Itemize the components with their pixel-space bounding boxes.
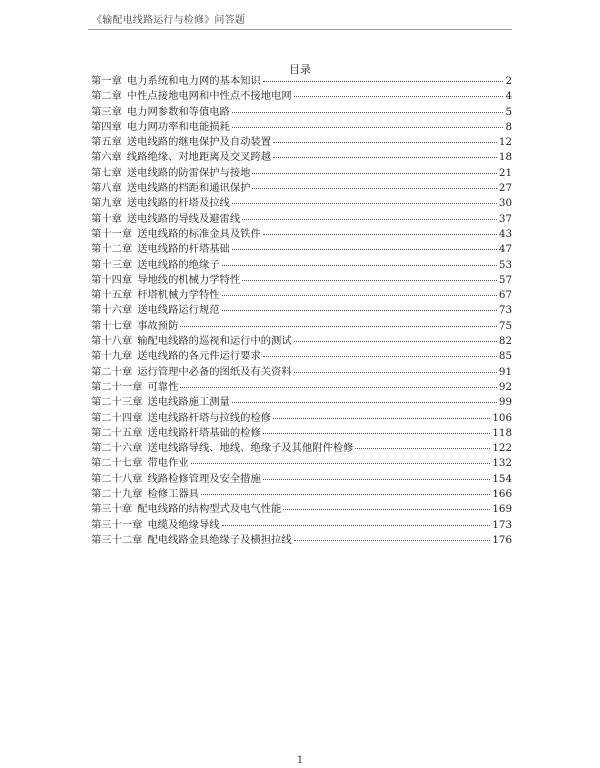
chapter-number: 第三十一章 xyxy=(91,518,143,531)
toc-entry xyxy=(91,89,512,104)
chapter-number: 第八章 xyxy=(91,182,122,195)
dot-leader xyxy=(222,525,491,526)
chapter-page-number: 106 xyxy=(492,411,512,424)
chapter-number: 第三十二章 xyxy=(91,533,143,546)
header-divider xyxy=(88,29,512,30)
toc-entry xyxy=(91,212,512,227)
dot-leader xyxy=(273,157,497,158)
chapter-number: 第十八章 xyxy=(91,335,133,348)
chapter-number: 第四章 xyxy=(91,120,122,133)
toc-entry xyxy=(91,441,512,456)
chapter-number: 第三十章 xyxy=(91,503,133,516)
chapter-number: 第三章 xyxy=(91,105,122,118)
chapter-title: 杆塔机械力学特性 xyxy=(137,289,220,302)
chapter-number: 第七章 xyxy=(91,166,122,179)
toc-entry xyxy=(91,242,512,257)
chapter-title: 中性点接地电网和中性点不接地电网 xyxy=(126,90,292,103)
chapter-page-number: 18 xyxy=(498,151,512,164)
chapter-page-number: 43 xyxy=(498,227,512,240)
dot-leader xyxy=(263,81,504,82)
chapter-title: 送电线路导线、地线、绝缘子及其他附件检修 xyxy=(147,442,354,455)
chapter-page-number: 99 xyxy=(498,396,512,409)
chapter-number: 第十一章 xyxy=(91,227,133,240)
dot-leader xyxy=(191,463,491,464)
dot-leader xyxy=(180,387,497,388)
dot-leader xyxy=(355,448,490,449)
toc-entry xyxy=(91,502,512,517)
chapter-title: 电力网功率和电能损耗 xyxy=(126,120,230,133)
chapter-page-number: 47 xyxy=(498,243,512,256)
toc-entry xyxy=(91,288,512,303)
chapter-title: 配电线路金具绝缘子及横担拉线 xyxy=(147,533,292,546)
dot-leader xyxy=(273,418,490,419)
toc-entry xyxy=(91,380,512,395)
chapter-title: 送电线路施工测量 xyxy=(147,396,230,409)
dot-leader xyxy=(263,234,497,235)
chapter-page-number: 37 xyxy=(498,212,512,225)
dot-leader xyxy=(263,479,491,480)
chapter-page-number: 118 xyxy=(492,426,512,439)
toc-entry xyxy=(91,135,512,150)
dot-leader xyxy=(232,249,497,250)
chapter-page-number: 82 xyxy=(498,335,512,348)
chapter-page-number: 30 xyxy=(498,197,512,210)
chapter-title: 送电线路的杆塔基础 xyxy=(137,243,230,256)
chapter-number: 第五章 xyxy=(91,136,122,149)
toc-entry xyxy=(91,196,512,211)
chapter-title: 送电线路的杆塔及拉线 xyxy=(126,197,230,210)
chapter-page-number: 75 xyxy=(498,319,512,332)
chapter-page-number: 57 xyxy=(498,273,512,286)
dot-leader xyxy=(283,509,490,510)
chapter-number: 第二章 xyxy=(91,90,122,103)
chapter-number: 第二十八章 xyxy=(91,472,143,485)
chapter-number: 第二十五章 xyxy=(91,426,143,439)
dot-leader xyxy=(252,188,496,189)
chapter-number: 第二十章 xyxy=(91,365,133,378)
chapter-number: 第二十九章 xyxy=(91,488,143,501)
toc-entry xyxy=(91,395,512,410)
toc-entry xyxy=(91,227,512,242)
chapter-title: 可靠性 xyxy=(147,380,179,393)
chapter-title: 线路检修管理及安全措施 xyxy=(147,472,261,485)
toc-heading: 目录 xyxy=(289,63,311,76)
toc-entry xyxy=(91,105,512,120)
chapter-page-number: 8 xyxy=(505,120,512,133)
toc-entry xyxy=(91,319,512,334)
toc-entry xyxy=(91,150,512,165)
toc-entry xyxy=(91,303,512,318)
chapter-title: 输配电线路的巡视和运行中的测试 xyxy=(137,335,292,348)
chapter-title: 送电线路的绝缘子 xyxy=(137,258,220,271)
chapter-title: 电力系统和电力网的基本知识 xyxy=(126,75,261,87)
dot-leader xyxy=(222,310,497,311)
toc-entry xyxy=(91,181,512,196)
chapter-page-number: 12 xyxy=(498,136,512,149)
chapter-page-number: 154 xyxy=(492,472,512,485)
dot-leader xyxy=(232,402,497,403)
chapter-title: 送电线路的导线及避雷线 xyxy=(126,212,241,225)
chapter-title: 事故预防 xyxy=(137,319,179,332)
dot-leader xyxy=(201,494,490,495)
page-number-footer: 1 xyxy=(296,755,304,766)
chapter-number: 第十六章 xyxy=(91,304,133,317)
dot-leader xyxy=(263,356,497,357)
chapter-title: 运行管理中必备的图纸及有关资料 xyxy=(137,365,292,378)
chapter-title: 送电线路的防雷保护与接地 xyxy=(126,166,251,179)
chapter-title: 检修工器具 xyxy=(147,488,199,501)
chapter-page-number: 2 xyxy=(505,75,512,87)
chapter-number: 第二十七章 xyxy=(91,457,143,470)
chapter-page-number: 53 xyxy=(498,258,512,271)
chapter-page-number: 169 xyxy=(492,503,512,516)
chapter-page-number: 4 xyxy=(505,90,512,103)
chapter-page-number: 67 xyxy=(498,289,512,302)
chapter-number: 第二十一章 xyxy=(91,380,143,393)
dot-leader xyxy=(232,203,497,204)
toc-entry xyxy=(91,349,512,364)
toc-entry xyxy=(91,166,512,181)
chapter-number: 第十二章 xyxy=(91,243,133,256)
toc-entry xyxy=(91,273,512,288)
chapter-title: 带电作业 xyxy=(147,457,189,470)
chapter-title: 送电线路的档距和通讯保护 xyxy=(126,182,251,195)
chapter-page-number: 73 xyxy=(498,304,512,317)
dot-leader xyxy=(242,280,497,281)
dot-leader xyxy=(180,326,497,327)
chapter-number: 第十七章 xyxy=(91,319,133,332)
chapter-title: 电缆及绝缘导线 xyxy=(147,518,220,531)
chapter-number: 第十章 xyxy=(91,212,122,225)
chapter-title: 送电线路的各元件运行要求 xyxy=(137,350,261,363)
chapter-page-number: 122 xyxy=(492,442,512,455)
toc-entry xyxy=(91,533,512,548)
chapter-title: 电力网参数和等值电路 xyxy=(126,105,230,118)
dot-leader xyxy=(294,341,497,342)
chapter-title: 送电线路的标准金具及铁件 xyxy=(137,227,261,240)
chapter-title: 送电线路杆塔与拉线的检修 xyxy=(147,411,272,424)
chapter-page-number: 21 xyxy=(498,166,512,179)
chapter-number: 第六章 xyxy=(91,151,122,164)
toc-entry xyxy=(91,456,512,471)
chapter-page-number: 92 xyxy=(498,380,512,393)
chapter-number: 第二十三章 xyxy=(91,396,143,409)
toc-entry xyxy=(91,334,512,349)
chapter-number: 第十三章 xyxy=(91,258,133,271)
chapter-title: 送电线路杆塔基础的检修 xyxy=(147,426,261,439)
dot-leader xyxy=(232,112,504,113)
chapter-number: 第十四章 xyxy=(91,273,133,286)
dot-leader xyxy=(294,540,491,541)
dot-leader xyxy=(252,173,496,174)
chapter-page-number: 166 xyxy=(492,488,512,501)
dot-leader xyxy=(263,433,491,434)
chapter-page-number: 176 xyxy=(492,533,512,546)
table-of-contents xyxy=(91,74,512,548)
chapter-title: 线路绝缘、对地距离及交叉跨越 xyxy=(126,151,272,164)
chapter-title: 送电线路运行规范 xyxy=(137,304,220,317)
dot-leader xyxy=(222,295,497,296)
dot-leader xyxy=(232,127,504,128)
toc-entry xyxy=(91,472,512,487)
chapter-page-number: 173 xyxy=(492,518,512,531)
running-header: 《输配电线路运行与检修》问答题 xyxy=(92,15,245,26)
toc-entry xyxy=(91,74,512,89)
toc-entry xyxy=(91,487,512,502)
chapter-page-number: 132 xyxy=(492,457,512,470)
dot-leader xyxy=(222,265,497,266)
dot-leader xyxy=(294,372,497,373)
toc-entry xyxy=(91,120,512,135)
toc-entry xyxy=(91,411,512,426)
chapter-title: 导地线的机械力学特性 xyxy=(137,273,241,286)
chapter-number: 第一章 xyxy=(91,75,122,87)
chapter-page-number: 5 xyxy=(505,105,512,118)
chapter-number: 第十九章 xyxy=(91,350,133,363)
chapter-title: 配电线路的结构型式及电气性能 xyxy=(137,503,282,516)
toc-entry xyxy=(91,426,512,441)
chapter-number: 第二十四章 xyxy=(91,411,143,424)
chapter-page-number: 85 xyxy=(498,350,512,363)
dot-leader xyxy=(242,219,497,220)
chapter-title: 送电线路的继电保护及自动装置 xyxy=(126,136,272,149)
toc-entry xyxy=(91,258,512,273)
chapter-number: 第九章 xyxy=(91,197,122,210)
chapter-number: 第二十六章 xyxy=(91,442,143,455)
dot-leader xyxy=(273,142,497,143)
chapter-page-number: 91 xyxy=(498,365,512,378)
toc-entry xyxy=(91,518,512,533)
chapter-number: 第十五章 xyxy=(91,289,133,302)
toc-entry xyxy=(91,365,512,380)
dot-leader xyxy=(294,96,504,97)
chapter-page-number: 27 xyxy=(498,182,512,195)
